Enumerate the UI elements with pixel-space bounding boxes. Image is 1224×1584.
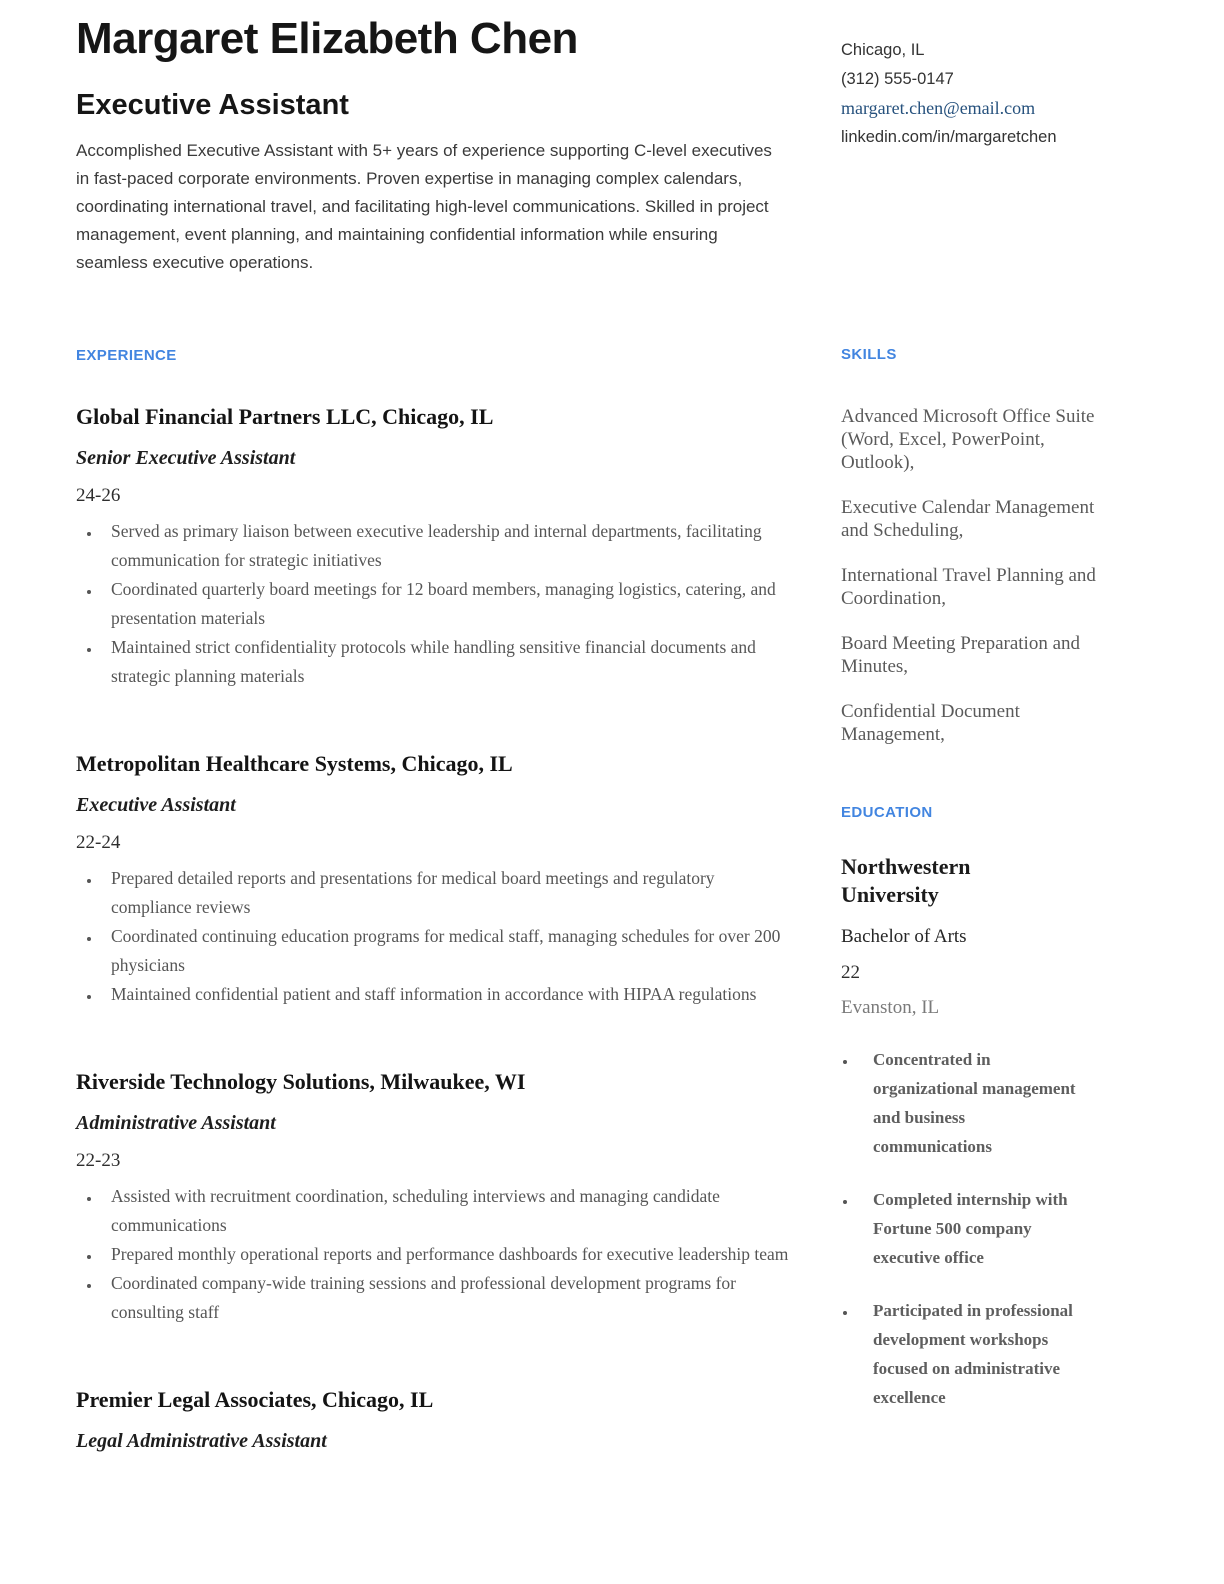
education-section [841, 804, 1151, 1412]
contact-block [841, 36, 1151, 152]
job-title: Senior Executive Assistant [76, 447, 296, 469]
experience-section [76, 347, 790, 1453]
skills-section [841, 346, 1151, 746]
education-location: Evanston, IL [841, 997, 940, 1018]
experience-heading: EXPERIENCE [76, 347, 177, 364]
job-title: Executive Assistant [76, 794, 236, 816]
education-degree: Bachelor of Arts [841, 926, 967, 947]
job-bullet: • Prepared monthly operational reports and performance dashboards for executive leadership team [101, 1240, 790, 1269]
person-job-title: Executive Assistant [76, 89, 349, 121]
job-bullet: • Maintained strict confidentiality protocols while handling sensitive financial documents and strategic planning materials [101, 633, 790, 691]
professional-summary: Accomplished Executive Assistant with 5+ years of experience supporting C-level executives in fast-paced corporate environments. Proven expertise in managing complex calendars, coordinating international travel, and facilitating high-level communications. Skilled in project management, event planning, and maintaining confidential information while ensuring seamless executive operations. [76, 141, 772, 272]
job-entry [76, 751, 790, 1009]
contact-location: Chicago, IL [841, 41, 925, 59]
contact-email-link[interactable]: margaret.chen@email.com [841, 98, 1036, 118]
person-name: Margaret Elizabeth Chen [76, 14, 578, 63]
job-dates: 22-24 [76, 832, 121, 853]
job-bullet-list [76, 864, 790, 1009]
resume-header [76, 14, 790, 277]
job-bullet-list [76, 1182, 790, 1327]
education-heading: EDUCATION [841, 804, 933, 821]
job-bullet: • Assisted with recruitment coordination, scheduling interviews and managing candidate communications [101, 1182, 790, 1240]
education-school: Northwestern University [841, 854, 971, 907]
skill-item: International Travel Planning and Coordination, [841, 565, 1096, 609]
job-entry [76, 1069, 790, 1327]
side-column [841, 0, 1151, 1436]
job-bullet: • Maintained confidential patient and staff information in accordance with HIPAA regulations [101, 980, 790, 1009]
job-bullet: • Coordinated continuing education programs for medical staff, managing schedules for over 200 physicians [101, 922, 790, 980]
job-bullet: • Prepared detailed reports and presentations for medical board meetings and regulatory compliance reviews [101, 864, 790, 922]
main-column [76, 0, 790, 1513]
education-bullet: • Participated in professional development workshops focused on administrative excellence [857, 1296, 1086, 1412]
job-company: Global Financial Partners LLC, Chicago, IL [76, 404, 494, 429]
education-bullet-list [841, 1045, 1086, 1412]
job-company: Premier Legal Associates, Chicago, IL [76, 1387, 434, 1412]
job-bullet: • Coordinated quarterly board meetings for 12 board members, managing logistics, catering, and presentation materials [101, 575, 790, 633]
skills-heading: SKILLS [841, 346, 897, 363]
job-entry [76, 404, 790, 691]
education-bullet: • Concentrated in organizational management and business communications [857, 1045, 1086, 1161]
skill-item: Executive Calendar Management and Scheduling, [841, 497, 1095, 541]
job-title: Legal Administrative Assistant [76, 1430, 327, 1452]
skills-list [841, 405, 1151, 746]
contact-phone: (312) 555-0147 [841, 70, 954, 88]
job-entry [76, 1387, 790, 1453]
job-dates: 24-26 [76, 485, 121, 506]
skill-item: Advanced Microsoft Office Suite (Word, Excel, PowerPoint, Outlook), [841, 406, 1095, 473]
job-bullet: • Served as primary liaison between executive leadership and internal departments, facilitating communication for strategic initiatives [101, 517, 790, 575]
skill-item: Board Meeting Preparation and Minutes, [841, 633, 1081, 677]
job-dates: 22-23 [76, 1150, 121, 1171]
job-company: Riverside Technology Solutions, Milwaukee, WI [76, 1069, 526, 1094]
job-list [76, 404, 790, 1453]
education-year: 22 [841, 962, 860, 983]
skill-item: Confidential Document Management, [841, 701, 1020, 745]
job-bullet: • Coordinated company-wide training sessions and professional development programs for consulting staff [101, 1269, 790, 1327]
education-bullet: • Completed internship with Fortune 500 company executive office [857, 1185, 1086, 1272]
job-bullet-list [76, 517, 790, 691]
job-title: Administrative Assistant [76, 1112, 276, 1134]
contact-linkedin: linkedin.com/in/margaretchen [841, 128, 1057, 146]
job-company: Metropolitan Healthcare Systems, Chicago, IL [76, 751, 513, 776]
